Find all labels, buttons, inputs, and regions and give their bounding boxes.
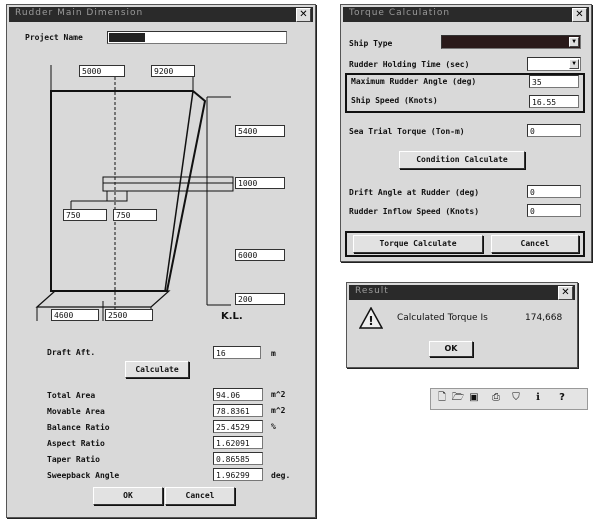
torque-calculation-window bbox=[340, 4, 592, 262]
result-label: Movable Area bbox=[47, 407, 105, 416]
cancel-button[interactable]: Cancel bbox=[491, 235, 579, 253]
result-unit: deg. bbox=[271, 471, 291, 480]
keel-line-label: K.L. bbox=[221, 311, 243, 322]
torque-window-titlebar[interactable] bbox=[343, 7, 589, 22]
ship-type-select[interactable] bbox=[441, 35, 581, 49]
result-value: 78.8361 bbox=[213, 404, 263, 417]
result-value: 94.06 bbox=[213, 388, 263, 401]
message-box-titlebar[interactable] bbox=[349, 285, 575, 300]
sea-trial-torque-input[interactable]: 0 bbox=[527, 124, 581, 137]
info-icon[interactable]: ℹ bbox=[536, 392, 540, 403]
holding-time-label: Rudder Holding Time (sec) bbox=[349, 60, 470, 69]
rudder-horizontal-slot bbox=[103, 177, 233, 191]
close-icon[interactable]: ✕ bbox=[558, 286, 573, 300]
chevron-down-icon[interactable]: ▼ bbox=[569, 37, 579, 47]
result-value: 0.86585 bbox=[213, 452, 263, 465]
dim-right-lower[interactable]: 6000 bbox=[235, 249, 285, 261]
message-box-title: Result bbox=[355, 286, 389, 296]
draft-aft-unit: m bbox=[271, 349, 276, 358]
dim-mid-right[interactable]: 750 bbox=[113, 209, 157, 221]
sea-trial-torque-label: Sea Trial Torque (Ton-m) bbox=[349, 127, 465, 136]
torque-value: 174,668 bbox=[525, 313, 563, 323]
dim-bottom-left[interactable]: 4600 bbox=[51, 309, 99, 321]
result-label: Balance Ratio bbox=[47, 423, 110, 432]
help-icon[interactable]: ? bbox=[559, 392, 565, 403]
result-message-box bbox=[346, 282, 578, 368]
dim-bottom-mid[interactable]: 2500 bbox=[105, 309, 153, 321]
new-file-icon[interactable]: 🗋 bbox=[437, 392, 447, 403]
inflow-speed-input[interactable]: 0 bbox=[527, 204, 581, 217]
result-unit: m^2 bbox=[271, 406, 286, 415]
dim-mid-left[interactable]: 750 bbox=[63, 209, 107, 221]
result-label: Aspect Ratio bbox=[47, 439, 105, 448]
dim-top-right[interactable]: 9200 bbox=[151, 65, 195, 77]
draft-aft-label: Draft Aft. bbox=[47, 348, 96, 357]
inflow-speed-label: Rudder Inflow Speed (Knots) bbox=[349, 207, 480, 216]
result-unit: % bbox=[271, 422, 276, 431]
calculate-button[interactable]: Calculate bbox=[125, 361, 189, 378]
max-rudder-angle-label: Maximum Rudder Angle (deg) bbox=[351, 77, 477, 86]
warning-icon bbox=[359, 307, 383, 329]
holding-time-select[interactable] bbox=[527, 57, 581, 71]
result-value: 25.4529 bbox=[213, 420, 263, 433]
close-icon[interactable]: ✕ bbox=[572, 8, 587, 22]
ship-type-label: Ship Type bbox=[349, 39, 393, 48]
result-label: Taper Ratio bbox=[47, 455, 100, 464]
result-label: Sweepback Angle bbox=[47, 471, 120, 480]
dim-top-left[interactable]: 5000 bbox=[79, 65, 125, 77]
rudder-dimension-window bbox=[6, 4, 316, 518]
torque-calculate-button[interactable]: Torque Calculate bbox=[353, 235, 483, 253]
message-ok-button[interactable]: OK bbox=[429, 341, 473, 357]
dim-right-bottom[interactable]: 200 bbox=[235, 293, 285, 305]
rudder-hinge-block bbox=[107, 191, 127, 201]
ship-speed-label: Ship Speed (Knots) bbox=[351, 96, 438, 105]
print-icon[interactable]: ⎙ bbox=[492, 392, 500, 403]
result-value: 1.96299 bbox=[213, 468, 263, 481]
dim-right-top[interactable]: 5400 bbox=[235, 125, 285, 137]
chevron-down-icon[interactable]: ▼ bbox=[569, 59, 579, 69]
project-name-label: Project Name bbox=[25, 33, 83, 42]
open-folder-icon[interactable]: 🗁 bbox=[451, 392, 465, 403]
result-value: 1.62091 bbox=[213, 436, 263, 449]
rudder-window-title: Rudder Main Dimension bbox=[15, 8, 144, 18]
save-icon[interactable]: ▣ bbox=[469, 392, 479, 403]
dim-right-mid[interactable]: 1000 bbox=[235, 177, 285, 189]
message-text: Calculated Torque Is bbox=[397, 313, 488, 323]
drift-angle-label: Drift Angle at Rudder (deg) bbox=[349, 188, 480, 197]
draft-aft-input[interactable]: 16 bbox=[213, 346, 261, 359]
rudder-icon[interactable]: ⛉ bbox=[512, 392, 520, 403]
max-rudder-angle-input[interactable]: 35 bbox=[529, 75, 579, 88]
result-label: Total Area bbox=[47, 391, 96, 400]
ok-button[interactable]: OK bbox=[93, 487, 163, 505]
condition-calculate-button[interactable]: Condition Calculate bbox=[399, 151, 525, 169]
svg-text:!: ! bbox=[368, 314, 374, 328]
drift-angle-input[interactable]: 0 bbox=[527, 185, 581, 198]
cancel-button[interactable]: Cancel bbox=[165, 487, 235, 505]
ship-speed-input[interactable]: 16.55 bbox=[529, 95, 579, 108]
result-unit: m^2 bbox=[271, 390, 286, 399]
torque-window-title: Torque Calculation bbox=[349, 8, 451, 18]
close-icon[interactable]: ✕ bbox=[296, 8, 311, 22]
toolbar bbox=[430, 388, 588, 410]
